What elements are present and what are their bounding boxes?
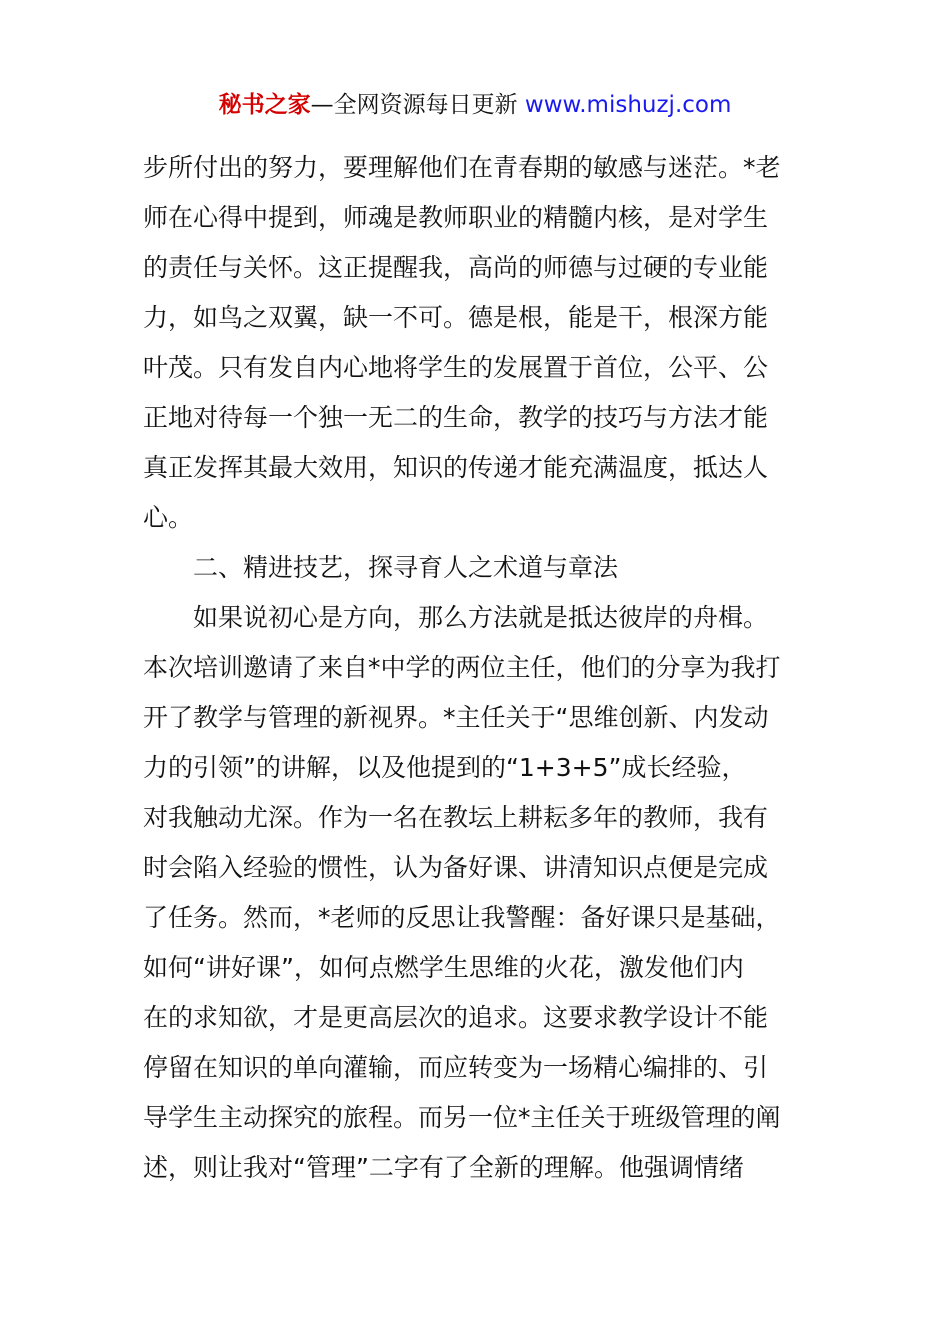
text-line: 停留在知识的单向灌输，而应转变为一场精心编排的、引: [143, 1053, 769, 1082]
document-body: [143, 143, 807, 1193]
text-line: 对我触动尤深。作为一名在教坛上耕耘多年的教师，我有: [143, 803, 769, 832]
text-line: 了任务。然而，*老师的反思让我警醒：备好课只是基础，: [143, 903, 781, 932]
text-line: 叶茂。只有发自内心地将学生的发展置于首位，公平、公: [143, 353, 769, 382]
header-url-link[interactable]: www.mishuzj.com: [524, 92, 732, 118]
text-line: 导学生主动探究的旅程。而另一位*主任关于班级管理的阐: [143, 1103, 781, 1132]
text-line: 心。: [143, 503, 194, 532]
text-line: 正地对待每一个独一无二的生命，教学的技巧与方法才能: [143, 403, 769, 432]
page-header: [0, 88, 950, 122]
text-line: 在的求知欲，才是更高层次的追求。这要求教学设计不能: [143, 1003, 769, 1032]
text-line: 师在心得中提到，师魂是教师职业的精髓内核，是对学生: [143, 203, 769, 232]
text-line: 如果说初心是方向，那么方法就是抵达彼岸的舟楫。: [193, 603, 769, 632]
text-line: 步所付出的努力，要理解他们在青春期的敏感与迷茫。*老: [143, 153, 781, 182]
header-brand: 秘书之家: [218, 92, 311, 118]
text-line: 的责任与关怀。这正提醒我，高尚的师德与过硬的专业能: [143, 253, 769, 282]
text-line: 本次培训邀请了来自*中学的两位主任，他们的分享为我打: [143, 653, 781, 682]
text-line: 述，则让我对“管理”二字有了全新的理解。他强调情绪: [143, 1153, 744, 1182]
text-line: 如何“讲好课”，如何点燃学生思维的火花，激发他们内: [143, 953, 744, 982]
text-line: 二、精进技艺，探寻育人之术道与章法: [193, 553, 619, 582]
header-tagline: —全网资源每日更新: [310, 92, 518, 118]
text-line: 力的引领”的讲解，以及他提到的“1+3+5”成长经验，: [143, 753, 747, 782]
text-line: 真正发挥其最大效用，知识的传递才能充满温度，抵达人: [143, 453, 769, 482]
text-line: 时会陷入经验的惯性，认为备好课、讲清知识点便是完成: [143, 853, 769, 882]
text-line: 开了教学与管理的新视界。*主任关于“思维创新、内发动: [143, 703, 769, 732]
text-line: 力，如鸟之双翼，缺一不可。德是根，能是干，根深方能: [143, 303, 769, 332]
